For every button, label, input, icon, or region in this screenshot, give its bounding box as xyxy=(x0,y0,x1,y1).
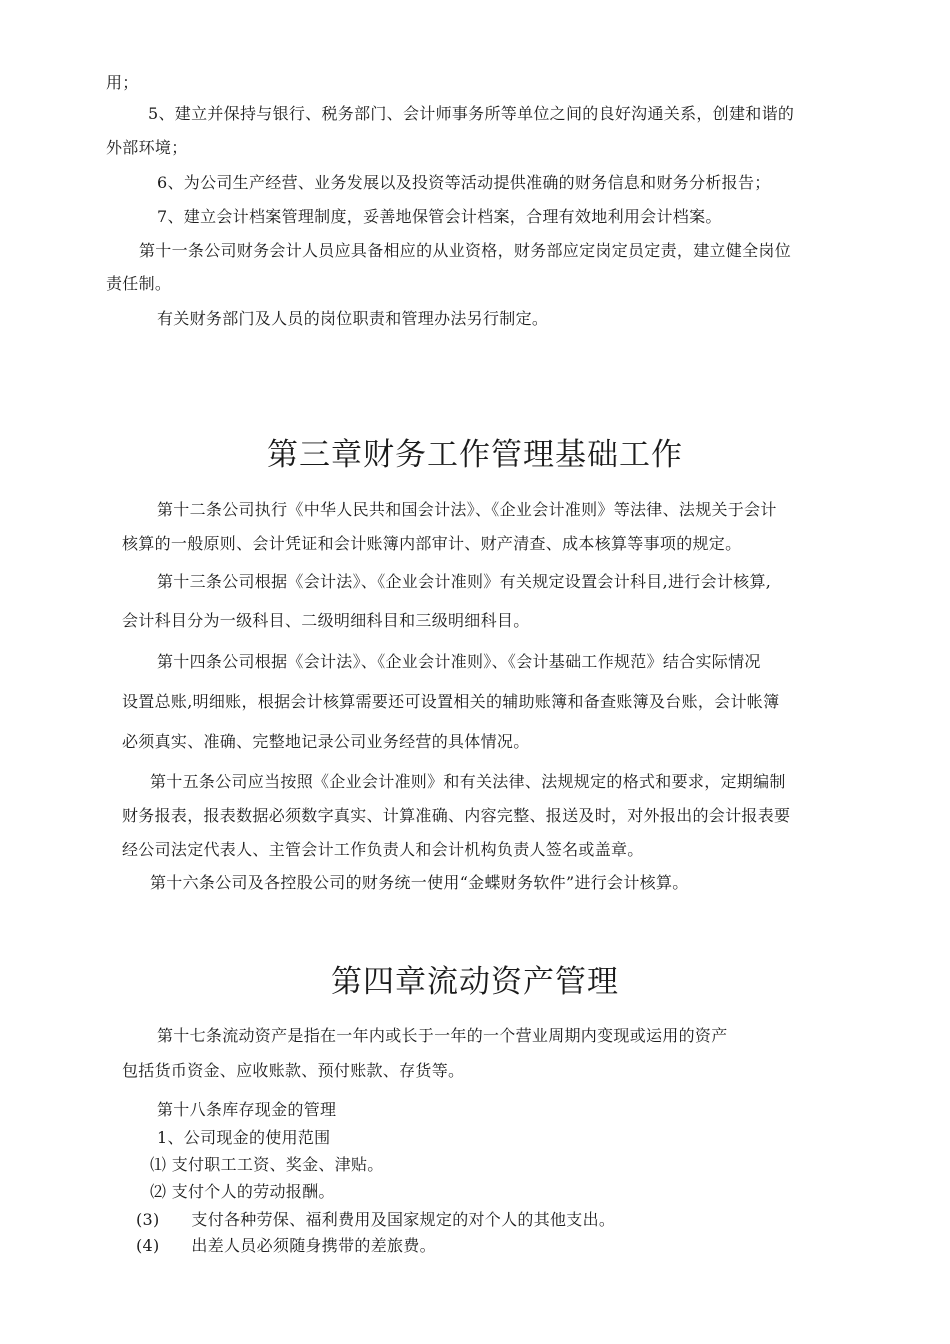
article-13-line-1: 第十三条公司根据《会计法》、《企业会计准则》有关规定设置会计科目,进行会计核算, xyxy=(157,572,772,591)
list-item-5-line-2: 外部环境； xyxy=(106,138,188,157)
list-item-7: 7、建立会计档案管理制度，妥善地保管会计档案，合理有效地利用会计档案。 xyxy=(157,207,722,226)
article-15-line-1: 第十五条公司应当按照《企业会计准则》和有关法律、法规规定的格式和要求，定期编制 xyxy=(150,772,786,791)
list-item-5-line-1: 5、建立并保持与银行、税务部门、会计师事务所等单位之间的良好沟通关系，创建和谐的 xyxy=(148,104,795,123)
chapter-4-title: 第四章流动资产管理 xyxy=(331,964,619,1000)
article-14-line-1: 第十四条公司根据《会计法》、《企业会计准则》、《会计基础工作规范》结合实际情况 xyxy=(157,652,761,671)
list-item xyxy=(150,1182,335,1202)
article-14-line-3: 必须真实、准确、完整地记录公司业务经营的具体情况。 xyxy=(122,732,530,751)
article-11-line-1: 第十一条公司财务会计人员应具备相应的从业资格，财务部应定岗定员定责，建立健全岗位 xyxy=(139,241,792,260)
list-item xyxy=(150,1155,384,1175)
paragraph-continuation: 用； xyxy=(106,73,139,92)
article-17-line-2: 包括货币资金、应收账款、预付账款、存货等。 xyxy=(122,1061,465,1080)
list-item xyxy=(136,1236,436,1256)
list-text: 支付各种劳保、福利费用及国家规定的对个人的其他支出。 xyxy=(191,1210,616,1229)
article-12-line-2: 核算的一般原则、会计凭证和会计账簿内部审计、财产清查、成本核算等事项的规定。 xyxy=(122,534,742,553)
article-12-line-1: 第十二条公司执行《中华人民共和国会计法》、《企业会计准则》等法律、法规关于会计 xyxy=(157,500,777,519)
list-number: (4) xyxy=(136,1236,160,1255)
chapter-3-title: 第三章财务工作管理基础工作 xyxy=(267,437,683,473)
list-item-6: 6、为公司生产经营、业务发展以及投资等活动提供准确的财务信息和财务分析报告； xyxy=(157,173,771,192)
article-18-heading: 第十八条库存现金的管理 xyxy=(157,1100,337,1119)
list-text: 支付个人的劳动报酬。 xyxy=(171,1182,335,1201)
list-number: (3) xyxy=(136,1210,160,1229)
list-text: 支付职工工资、奖金、津贴。 xyxy=(171,1155,384,1174)
list-number: ⑴ xyxy=(150,1155,167,1174)
list-item xyxy=(136,1210,615,1230)
article-14-line-2: 设置总账,明细账，根据会计核算需要还可设置相关的辅助账簿和备查账簿及台账，会计帐簿 xyxy=(122,692,780,711)
article-17-line-1: 第十七条流动资产是指在一年内或长于一年的一个营业周期内变现或运用的资产 xyxy=(157,1026,728,1045)
article-15-line-3: 经公司法定代表人、主管会计工作负责人和会计机构负责人签名或盖章。 xyxy=(122,840,644,859)
article-13-line-2: 会计科目分为一级科目、二级明细科目和三级明细科目。 xyxy=(122,611,530,630)
note-paragraph: 有关财务部门及人员的岗位职责和管理办法另行制定。 xyxy=(157,309,549,328)
list-text: 出差人员必须随身携带的差旅费。 xyxy=(191,1236,436,1255)
list-number: ⑵ xyxy=(150,1182,167,1201)
article-11-line-2: 责任制。 xyxy=(106,274,172,293)
article-15-line-2: 财务报表，报表数据必须数字真实、计算准确、内容完整、报送及时，对外报出的会计报表要 xyxy=(122,806,791,825)
sub-item-1: 1、公司现金的使用范围 xyxy=(157,1128,331,1147)
article-16: 第十六条公司及各控股公司的财务统一使用“金蝶财务软件”进行会计核算。 xyxy=(150,873,689,892)
